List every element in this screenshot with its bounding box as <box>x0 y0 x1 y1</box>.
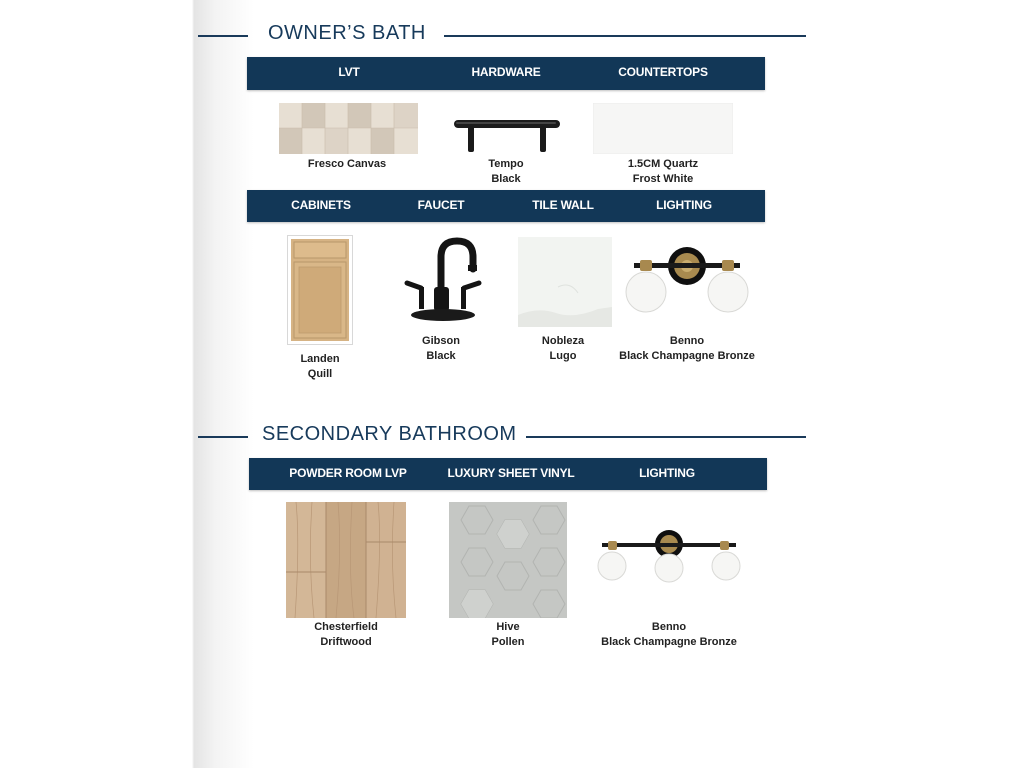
sheet-vinyl-hive-pollen-swatch <box>449 502 567 618</box>
caption-lvt <box>308 157 386 172</box>
header-faucet: FAUCET <box>417 198 465 212</box>
caption-line: Tempo <box>488 158 524 170</box>
owners-bath-row1-header-band <box>247 57 765 90</box>
caption-countertops <box>628 157 698 187</box>
header-luxury-sheet-vinyl: LUXURY SHEET VINYL <box>447 466 575 480</box>
faucet-icon <box>403 235 485 325</box>
caption-line: Benno <box>669 335 705 347</box>
caption-line: Chesterfield <box>314 621 378 633</box>
owners-bath-row2-header-band <box>247 190 765 222</box>
caption-line: Black Champagne Bronze <box>619 350 755 362</box>
two-light-vanity-icon <box>622 244 752 318</box>
three-light-vanity-icon <box>596 528 744 584</box>
caption-line: Gibson <box>422 335 460 347</box>
caption-line: Fresco Canvas <box>307 158 387 170</box>
owners-bath-title: OWNER’S BATH <box>268 22 426 44</box>
caption-lighting <box>619 334 755 364</box>
caption-cabinets <box>300 352 339 382</box>
caption-line: Landen <box>300 353 340 365</box>
header-powder-room-lvp: POWDER ROOM LVP <box>289 466 407 480</box>
caption-line: Hive <box>496 621 520 633</box>
header-tile-wall: TILE WALL <box>532 198 594 212</box>
caption-faucet <box>422 334 460 364</box>
caption-line: Lugo <box>549 350 577 362</box>
caption-line: Black Champagne Bronze <box>601 636 737 648</box>
quartz-frost-white-swatch <box>593 103 733 154</box>
tile-wall-nobleza-lugo-swatch <box>518 237 612 327</box>
secondary-bathroom-title: SECONDARY BATHROOM <box>262 423 517 445</box>
caption-line: Black <box>491 173 521 185</box>
caption-line: Quill <box>307 368 333 380</box>
caption-line: Nobleza <box>541 335 585 347</box>
caption-lighting <box>601 620 737 650</box>
header-lvt: LVT <box>338 65 360 79</box>
header-lighting: LIGHTING <box>656 198 712 212</box>
title-rule-right <box>526 436 806 438</box>
caption-line: Benno <box>651 621 687 633</box>
caption-hardware <box>488 157 523 187</box>
caption-line: Black <box>426 350 456 362</box>
caption-powder-room-lvp <box>314 620 378 650</box>
title-rule-left <box>198 35 248 37</box>
header-cabinets: CABINETS <box>291 198 351 212</box>
lvp-chesterfield-driftwood-swatch <box>286 502 406 618</box>
title-rule-right <box>444 35 806 37</box>
header-countertops: COUNTERTOPS <box>618 65 708 79</box>
caption-line: Frost White <box>632 173 694 185</box>
header-hardware: HARDWARE <box>471 65 541 79</box>
caption-tile-wall <box>542 334 584 364</box>
title-rule-left <box>198 436 248 438</box>
drawer-pull-icon <box>448 114 566 156</box>
page-shadow <box>0 0 254 768</box>
secondary-bathroom-header-band <box>249 458 767 490</box>
cabinet-landen-quill-swatch <box>287 235 353 345</box>
lvt-fresco-canvas-swatch <box>279 103 418 154</box>
caption-line: Pollen <box>491 636 525 648</box>
caption-luxury-sheet-vinyl <box>491 620 524 650</box>
caption-line: 1.5CM Quartz <box>627 158 699 170</box>
header-lighting: LIGHTING <box>639 466 695 480</box>
caption-line: Driftwood <box>320 636 372 648</box>
